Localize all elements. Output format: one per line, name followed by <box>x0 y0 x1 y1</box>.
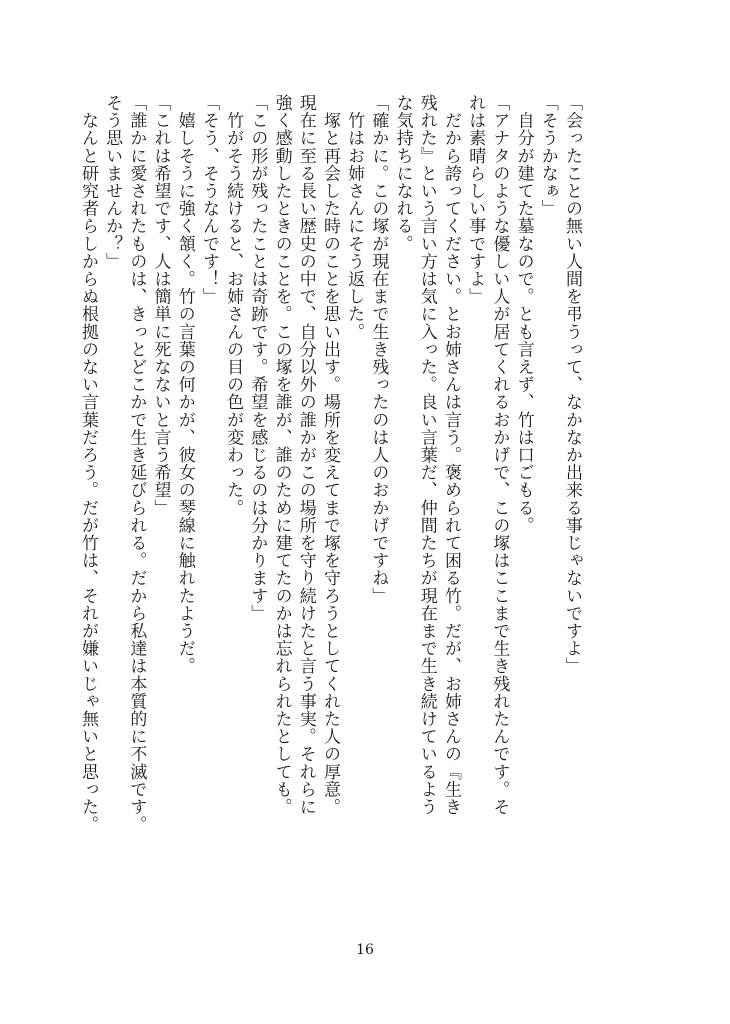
text-line: 竹がそう続けると、お姉さんの目の色が変わった。 <box>223 94 244 517</box>
text-line: 塚と再会した時のことを思い出す。場所を変えてまで塚を守ろうとしてくれた人の厚意。 <box>319 94 340 816</box>
text-line: 「アナタのような優しい人が居てくれるおかげで、この塚はここまで生き残れたんです。そ <box>489 94 510 816</box>
text-line: 残れた』という言い方は気に入った。良い言葉だ、仲間たちが現在まで生き続けているよう <box>416 94 437 816</box>
text-line: 「この形が残ったことは奇跡です。希望を感じるのは分かります」 <box>247 94 268 622</box>
text-line: 竹はお姉さんにそう返した。 <box>344 94 365 341</box>
text-line: 「会ったことの無い人間を弔うって、なかなか出来る事じゃないですよ」 <box>562 94 582 675</box>
text-line: 「確かに。この塚が現在まで生き残ったのは人のおかげですね」 <box>368 94 389 605</box>
text-line: 「これは希望です、人は簡単に死なないと言う希望」 <box>150 94 171 517</box>
text-line: 自分が建てた墓なので。とも言えず、竹は口ごもる。 <box>513 94 534 534</box>
text-line: 嬉しそうに強く頷く。竹の言葉の何かが、彼女の琴線に触れたようだ。 <box>174 94 195 675</box>
text-line: 強く感動したときのことを。この塚を誰が、誰のために建てたのかは忘れられたとしても。 <box>271 94 292 816</box>
text-line: 「誰かに愛されたものは、きっとどこかで生き延びられる。だから私達は本質的に不滅です。 <box>126 94 147 834</box>
text-line: 「そう、そうなんです！」 <box>198 94 219 306</box>
vertical-text-block <box>76 94 584 906</box>
text-line: そう思いませんか？」 <box>102 94 123 270</box>
page-number: 16 <box>356 942 374 958</box>
text-line: れは素晴らしい事ですよ」 <box>465 94 486 306</box>
text-line: 現在に至る長い歴史の中で、自分以外の誰かがこの場所を守り続けたと言う事実。それらに <box>295 94 316 816</box>
text-line: な気持ちになれる。 <box>392 94 413 253</box>
text-line: 「そうかなぁ」 <box>537 94 558 218</box>
text-line: だから誇ってください。とお姉さんは言う。褒められて困る竹。だが、お姉さんの『生き <box>440 94 461 816</box>
text-line: なんと研究者らしからぬ根拠のない言葉だろう。だが竹は、それが嫌いじゃ無いと思った。 <box>77 94 98 834</box>
